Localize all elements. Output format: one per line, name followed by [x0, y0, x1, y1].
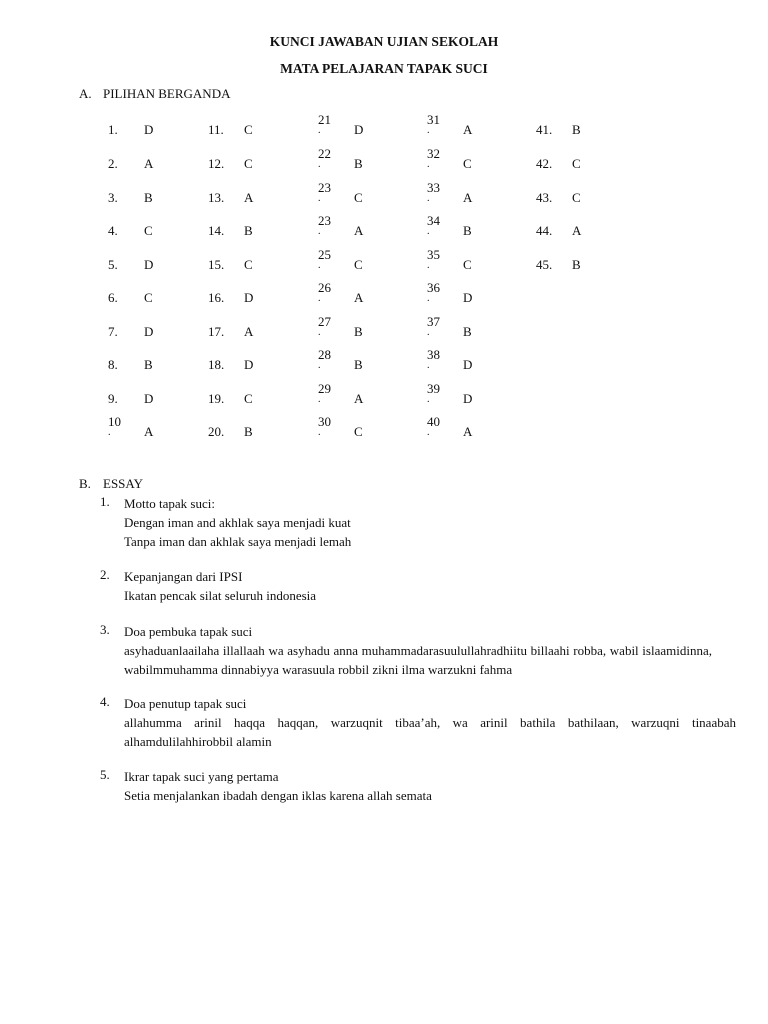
answer-number: 42.	[536, 156, 553, 171]
answer-number-text: 34	[427, 213, 440, 228]
answer-letter: D	[144, 257, 154, 272]
answer-number: 6.	[108, 290, 118, 305]
answer-number: 37 .	[427, 314, 440, 338]
essay-question: Doa pembuka tapak suci	[124, 624, 253, 639]
answer-letter: A	[144, 424, 154, 439]
answer-number: 23 .	[318, 180, 331, 204]
answer-letter: B	[244, 424, 253, 439]
answer-number-text: 23	[318, 180, 331, 195]
answer-number: 45.	[536, 257, 553, 272]
answer-letter: D	[463, 391, 473, 406]
essay-answer-text: asyhaduanlaailaha illallaah wa asyhadu anna muhammadarasuulullahradhiitu billaahi robba, wabil islaamidinna, wabilmmuhamma dinnabiyya warasuula robbil zikni ilma warzukni fahma	[124, 643, 712, 677]
answer-letter: C	[463, 257, 472, 272]
essay-number: 1.	[100, 494, 110, 509]
answer-letter: C	[354, 424, 363, 439]
document-title: KUNCI JAWABAN UJIAN SEKOLAH	[269, 34, 499, 49]
answer-number: 18.	[208, 357, 225, 372]
answer-number: 40 .	[427, 414, 440, 438]
essay-number: 4.	[100, 694, 110, 709]
answer-number: 9.	[108, 391, 118, 406]
answer-number-text: 36	[427, 280, 440, 295]
answer-letter: D	[144, 391, 154, 406]
answer-letter: B	[144, 190, 153, 205]
answer-number: 31 .	[427, 112, 440, 136]
section-b-label: ESSAY	[103, 476, 143, 491]
answer-number-text: 37	[427, 314, 440, 329]
answer-letter: A	[463, 190, 473, 205]
answer-number-text: 35	[427, 247, 440, 262]
answer-letter: B	[354, 357, 363, 372]
essay-number: 2.	[100, 567, 110, 582]
answer-letter: C	[144, 223, 153, 238]
essay-item	[100, 494, 740, 551]
answer-letter: C	[572, 190, 581, 205]
answer-number: 39 .	[427, 381, 440, 405]
answer-number: 16.	[208, 290, 225, 305]
answer-number-text: 30	[318, 414, 331, 429]
answer-number-text: 32	[427, 146, 440, 161]
essay-item	[100, 694, 736, 751]
answer-number-text: 26	[318, 280, 331, 295]
answer-number: 12.	[208, 156, 225, 171]
answer-number: 38 .	[427, 347, 440, 371]
answer-number: 17.	[208, 324, 225, 339]
answer-letter: C	[144, 290, 153, 305]
answer-letter: B	[354, 324, 363, 339]
answer-letter: A	[144, 156, 154, 171]
essay-answer-line: Tanpa iman dan akhlak saya menjadi lemah	[124, 534, 352, 549]
essay-number: 5.	[100, 767, 110, 782]
essay-answer-text: allahumma arinil haqqa haqqan, warzuqnit tibaa’ah, wa arinil bathila bathilaan, warzuqni tinaabah alhamdulilahhirobbil alamin	[124, 715, 736, 749]
essay-question: Motto tapak suci:	[124, 496, 215, 511]
answer-number-text: 23	[318, 213, 331, 228]
answer-number: 7.	[108, 324, 118, 339]
answer-number-text: 40	[427, 414, 440, 429]
answer-number: 23 .	[318, 213, 331, 237]
answer-letter: C	[244, 122, 253, 137]
section-a-letter: A.	[79, 86, 92, 101]
answer-letter: B	[463, 324, 472, 339]
answer-letter: B	[572, 257, 581, 272]
document-subtitle: MATA PELAJARAN TAPAK SUCI	[280, 61, 488, 76]
answer-number-text: 31	[427, 112, 440, 127]
answer-letter: A	[354, 223, 364, 238]
answer-number-text: 28	[318, 347, 331, 362]
essay-answer-line: Setia menjalankan ibadah dengan iklas karena allah semata	[124, 788, 432, 803]
answer-number: 22 .	[318, 146, 331, 170]
section-b-heading	[79, 476, 143, 492]
answer-number: 5.	[108, 257, 118, 272]
answer-letter: D	[144, 324, 154, 339]
answer-number-text: 29	[318, 381, 331, 396]
answer-number: 36 .	[427, 280, 440, 304]
answer-number: 15.	[208, 257, 225, 272]
answer-letter: C	[463, 156, 472, 171]
section-b-letter: B.	[79, 476, 91, 491]
answer-letter: D	[144, 122, 154, 137]
answer-number: 33 .	[427, 180, 440, 204]
answer-letter: B	[244, 223, 253, 238]
answer-letter: D	[463, 290, 473, 305]
answer-number-text: 27	[318, 314, 331, 329]
answer-number: 13.	[208, 190, 225, 205]
answer-letter: A	[354, 391, 364, 406]
answer-number: 29 .	[318, 381, 331, 405]
answer-number: 41.	[536, 122, 553, 137]
answer-number: 1.	[108, 122, 118, 137]
answer-number: 20.	[208, 424, 225, 439]
essay-question: Doa penutup tapak suci	[124, 696, 247, 711]
answer-letter: B	[463, 223, 472, 238]
answer-letter: B	[354, 156, 363, 171]
answer-number: 43.	[536, 190, 553, 205]
answer-number: 35 .	[427, 247, 440, 271]
essay-question: Kepanjangan dari IPSI	[124, 569, 243, 584]
answer-letter: B	[572, 122, 581, 137]
essay-question: Ikrar tapak suci yang pertama	[124, 769, 279, 784]
answer-number-text: 10	[108, 414, 121, 429]
answer-letter: D	[354, 122, 364, 137]
answer-number: 4.	[108, 223, 118, 238]
answer-number: 11.	[208, 122, 224, 137]
answer-letter: A	[572, 223, 582, 238]
essay-item	[100, 767, 740, 805]
answer-letter: D	[244, 357, 254, 372]
answer-letter: D	[244, 290, 254, 305]
answer-number: 2.	[108, 156, 118, 171]
answer-number-text: 21	[318, 112, 331, 127]
answer-number: 3.	[108, 190, 118, 205]
answer-number: 21 .	[318, 112, 331, 136]
answer-number-text: 33	[427, 180, 440, 195]
answer-letter: C	[354, 257, 363, 272]
answer-number: 30 .	[318, 414, 331, 438]
answer-letter: A	[244, 190, 254, 205]
answer-number: 27 .	[318, 314, 331, 338]
answer-number-text: 22	[318, 146, 331, 161]
answer-number: 28 .	[318, 347, 331, 371]
answer-number: 19.	[208, 391, 225, 406]
answer-letter: A	[244, 324, 254, 339]
answer-letter: A	[463, 122, 473, 137]
essay-item	[100, 622, 712, 679]
answer-number: 32 .	[427, 146, 440, 170]
answer-number: 14.	[208, 223, 225, 238]
answer-number: 34 .	[427, 213, 440, 237]
essay-answer-line: Ikatan pencak silat seluruh indonesia	[124, 588, 317, 603]
answer-letter: B	[144, 357, 153, 372]
answer-letter: C	[244, 391, 253, 406]
essay-item	[100, 567, 740, 605]
answer-number-text: 25	[318, 247, 331, 262]
answer-number: 25 .	[318, 247, 331, 271]
answer-letter: C	[244, 257, 253, 272]
section-a-label: PILIHAN BERGANDA	[103, 86, 231, 101]
answer-letter: C	[354, 190, 363, 205]
answer-letter: C	[572, 156, 581, 171]
answer-number-text: 38	[427, 347, 440, 362]
answer-number-text: 39	[427, 381, 440, 396]
answer-letter: C	[244, 156, 253, 171]
essay-answer-line: Dengan iman and akhlak saya menjadi kuat	[124, 515, 351, 530]
section-a-heading	[79, 86, 230, 102]
answer-number: 26 .	[318, 280, 331, 304]
answer-number: 44.	[536, 223, 553, 238]
answer-letter: A	[463, 424, 473, 439]
essay-number: 3.	[100, 622, 110, 637]
answer-letter: A	[354, 290, 364, 305]
answer-number: 8.	[108, 357, 118, 372]
answer-number: 10 .	[108, 414, 121, 438]
answer-letter: D	[463, 357, 473, 372]
